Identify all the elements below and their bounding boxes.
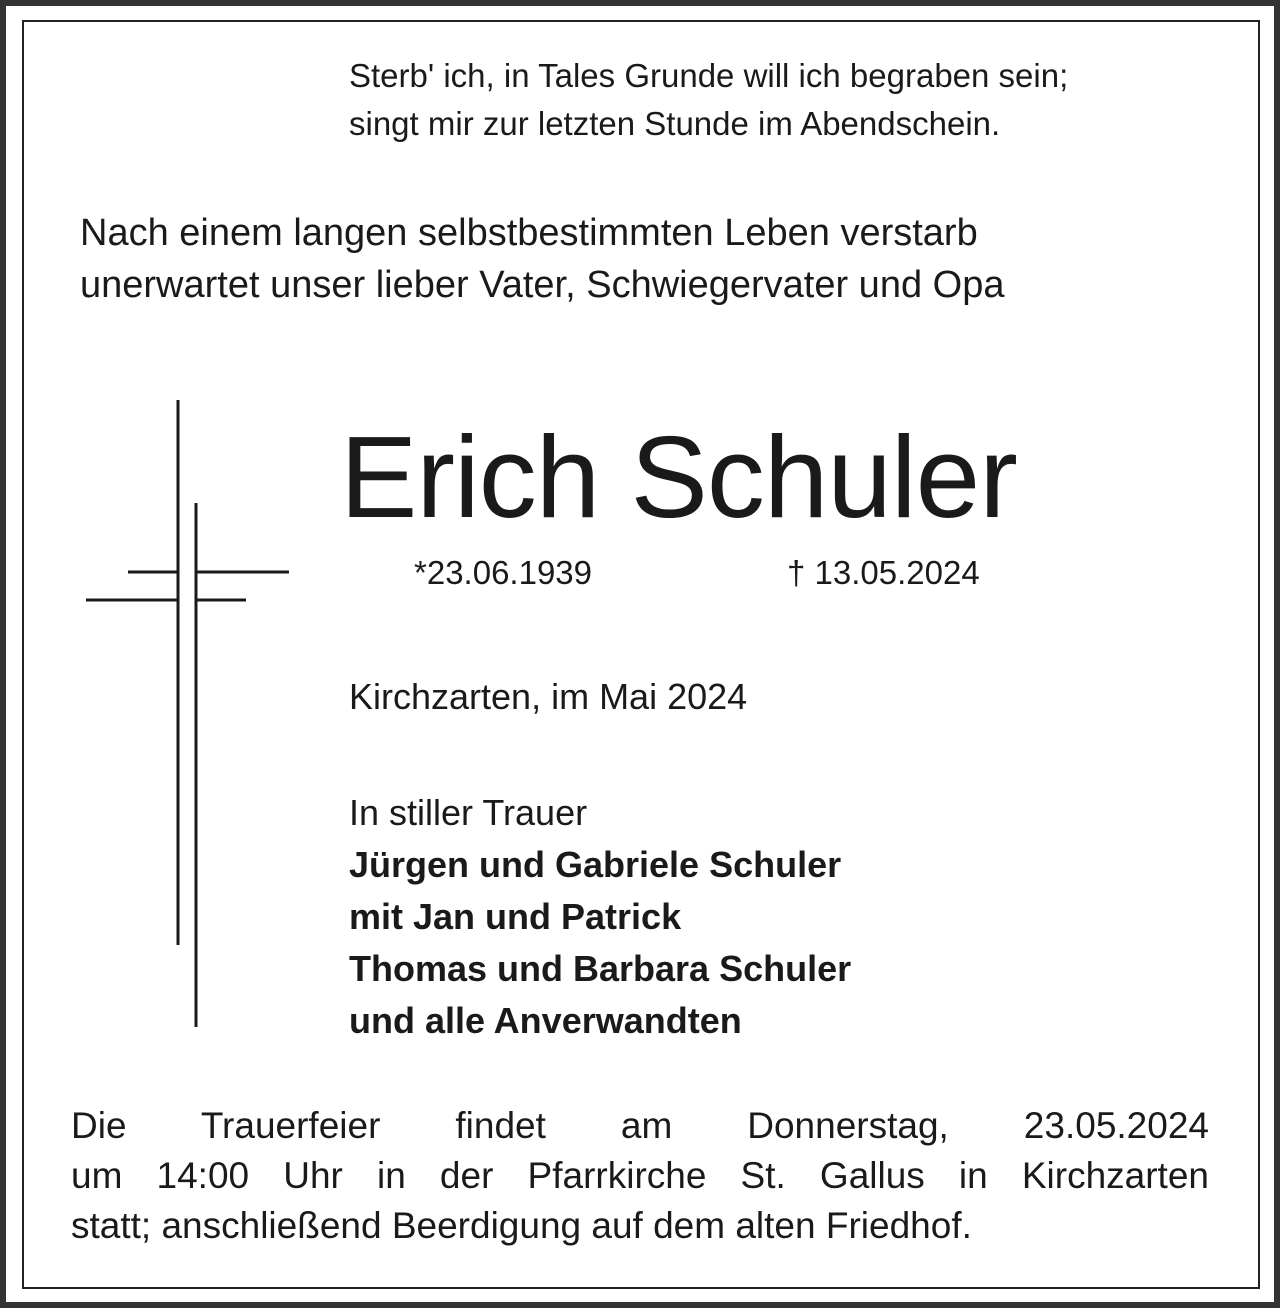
deceased-name: Erich Schuler bbox=[340, 412, 1017, 542]
intro-line-1: Nach einem langen selbstbestimmten Leben verstarb bbox=[80, 212, 978, 254]
mourner-name: mit Jan und Patrick bbox=[349, 896, 682, 937]
intro-line-2: unerwartet unser lieber Vater, Schwiegervater und Opa bbox=[80, 264, 1005, 306]
mourner-name: Thomas und Barbara Schuler bbox=[349, 948, 852, 989]
death-date: † 13.05.2024 bbox=[787, 554, 980, 591]
place-date: Kirchzarten, im Mai 2024 bbox=[349, 676, 748, 717]
mourner-name: Jürgen und Gabriele Schuler bbox=[349, 844, 842, 885]
ceremony-line-1: Die Trauerfeier findet am Donnerstag, 23.05.2024 bbox=[71, 1105, 1209, 1146]
mourning-heading: In stiller Trauer bbox=[349, 792, 588, 833]
ceremony-line-3: statt; anschließend Beerdigung auf dem alten Friedhof. bbox=[71, 1205, 972, 1246]
quote-line-2: singt mir zur letzten Stunde im Abendschein. bbox=[349, 105, 1001, 142]
mourner-name: und alle Anverwandten bbox=[349, 1000, 742, 1041]
birth-date: *23.06.1939 bbox=[414, 554, 593, 591]
ceremony-line-2: um 14:00 Uhr in der Pfarrkirche St. Gallus in Kirchzarten bbox=[71, 1155, 1209, 1196]
quote-line-1: Sterb' ich, in Tales Grunde will ich begraben sein; bbox=[349, 57, 1069, 94]
cross-icon bbox=[0, 0, 300, 1040]
